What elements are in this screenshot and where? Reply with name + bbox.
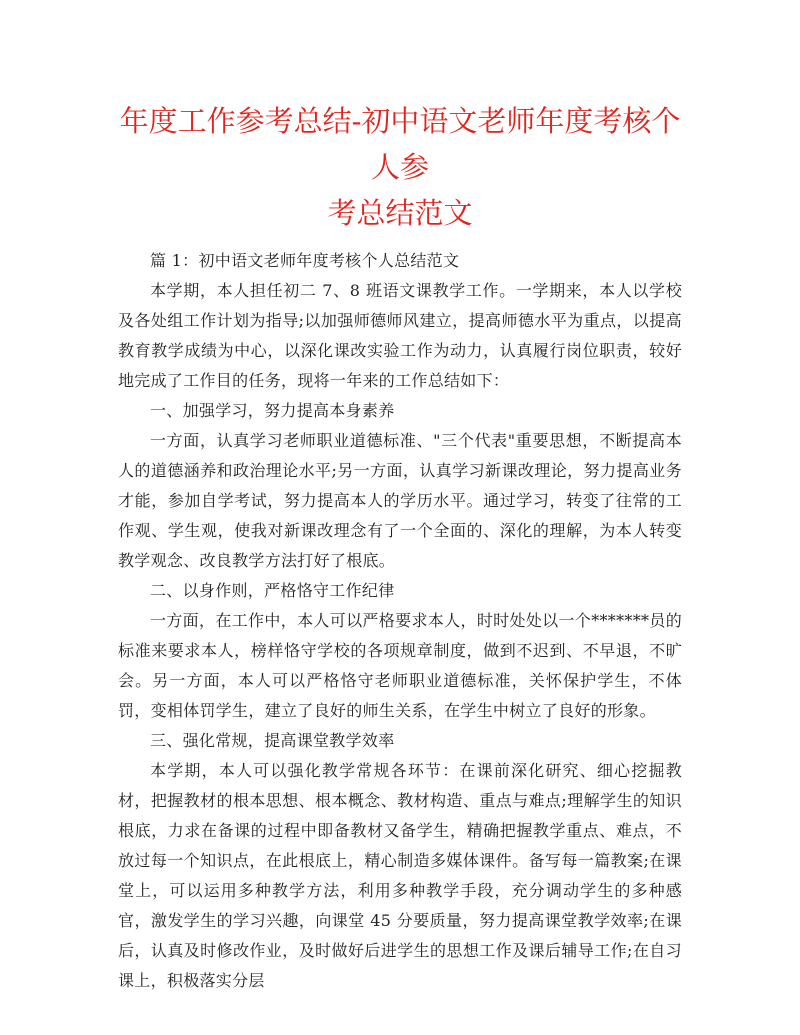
section-heading-article: 篇 1：初中语文老师年度考核个人总结范文 (150, 251, 460, 270)
paragraph-intro: 本学期，本人担任初二 7、8 班语文课教学工作。一学期来，本人以学校及各处组工作计划为指导;以加强师德师风建立，提高师德水平为重点，以提高教育教学成绩为中心，以深化课改实验工作为动力，认真履行岗位职责，较好地完成了工作目的任务，现将一年来的工作总结如下： (118, 281, 682, 390)
paragraph-section-2: 一方面，在工作中，本人可以严格要求本人，时时处处以一个*******员的标准来要求本人，榜样恪守学校的各项规章制度，做到不迟到、不早退，不旷会。另一方面，本人可以严格恪守老师职业道德标准，关怀保护学生，不体罚，变相体罚学生，建立了良好的师生关系，在学生中树立了良好的形象。 (118, 611, 682, 720)
title-line-2: 考总结范文 (327, 196, 473, 230)
section-heading-2: 二、以身作则，严格恪守工作纪律 (150, 581, 395, 600)
section-heading-3: 三、强化常规，提高课堂教学效率 (150, 731, 395, 750)
document-title (118, 98, 682, 236)
paragraph-section-3: 本学期，本人可以强化教学常规各环节：在课前深化研究、细心挖掘教材，把握教材的根本思想、根本概念、教材构造、重点与难点;理解学生的知识根底，力求在备课的过程中即备教材又备学生，精确把握教学重点、难点，不放过每一个知识点，在此根底上，精心制造多媒体课件。备写每一篇教案;在课堂上，可以运用多种教学方法，利用多种教学手段，充分调动学生的多种感官，激发学生的学习兴趣，向课堂 45 分要质量，努力提高课堂教学效率;在课后，认真及时修改作业，及时做好后进学生的思想工作及课后辅导工作;在自习课上，积极落实分层 (118, 761, 682, 990)
document-body (118, 246, 682, 996)
title-line-1: 年度工作参考总结-初中语文老师年度考核个人参 (119, 104, 681, 184)
paragraph-section-1: 一方面，认真学习老师职业道德标准、"三个代表"重要思想，不断提高本人的道德涵养和政治理论水平;另一方面，认真学习新课改理论，努力提高业务才能，参加自学考试，努力提高本人的学历水平。通过学习，转变了往常的工作观、学生观，使我对新课改理念有了一个全面的、深化的理解，为本人转变教学观念、改良教学方法打好了根底。 (118, 431, 682, 570)
section-heading-1: 一、加强学习，努力提高本身素养 (150, 401, 395, 420)
